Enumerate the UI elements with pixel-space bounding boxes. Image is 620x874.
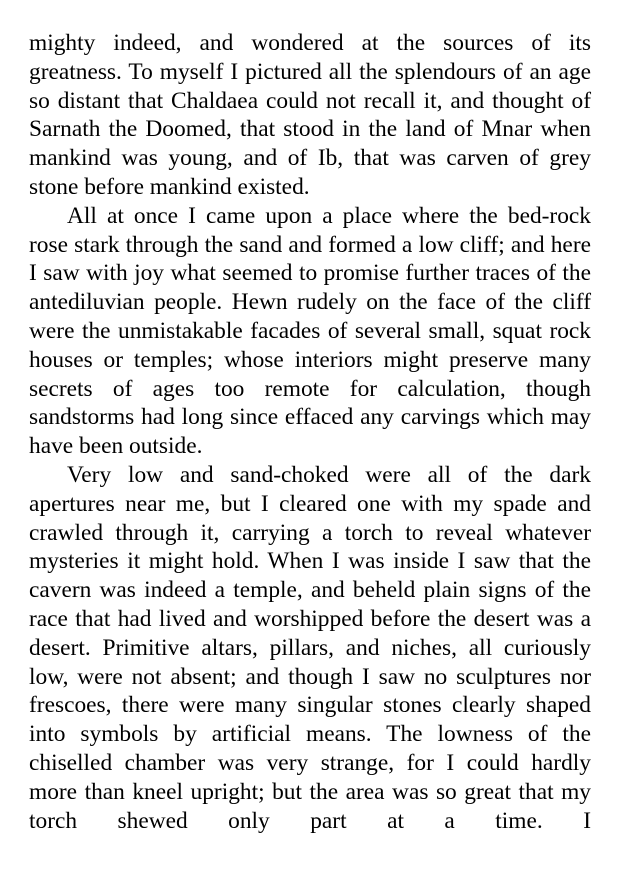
paragraph-cliff: All at once I came upon a place where the bed-rock rose stark through the sand and formed a low cliff; and here I saw with joy what seemed to promise further traces of the antediluvian people. Hewn rudely on the face of the cliff were the unmistakable facades of several small, squat rock houses or temples; whose interiors might preserve many secrets of ages too remote for calculation, though sandstorms had long since effaced any carvings which may have been outside. [29, 202, 591, 460]
page-body [29, 29, 591, 835]
paragraph-temple: Very low and sand-choked were all of the dark apertures near me, but I cleared one with my spade and crawled through it, carrying a torch to reveal whatever mysteries it might hold. When I was inside I saw that the cavern was indeed a temple, and beheld plain signs of the race that had lived and worshipped before the desert was a desert. Primitive altars, pillars, and niches, all curiously low, were not absent; and though I saw no sculptures nor frescoes, there were many singular stones clearly shaped into symbols by artificial means. The lowness of the chiselled chamber was very strange, for I could hardly more than kneel upright; but the area was so great that my torch shewed only part at a time. I [29, 461, 591, 834]
paragraph-continuation: mighty indeed, and wondered at the sources of its greatness. To myself I pictured all the splendours of an age so distant that Chaldaea could not recall it, and thought of Sarnath the Doomed, that stood in the land of Mnar when mankind was young, and of Ib, that was carven of grey stone before mankind existed. [29, 30, 591, 200]
